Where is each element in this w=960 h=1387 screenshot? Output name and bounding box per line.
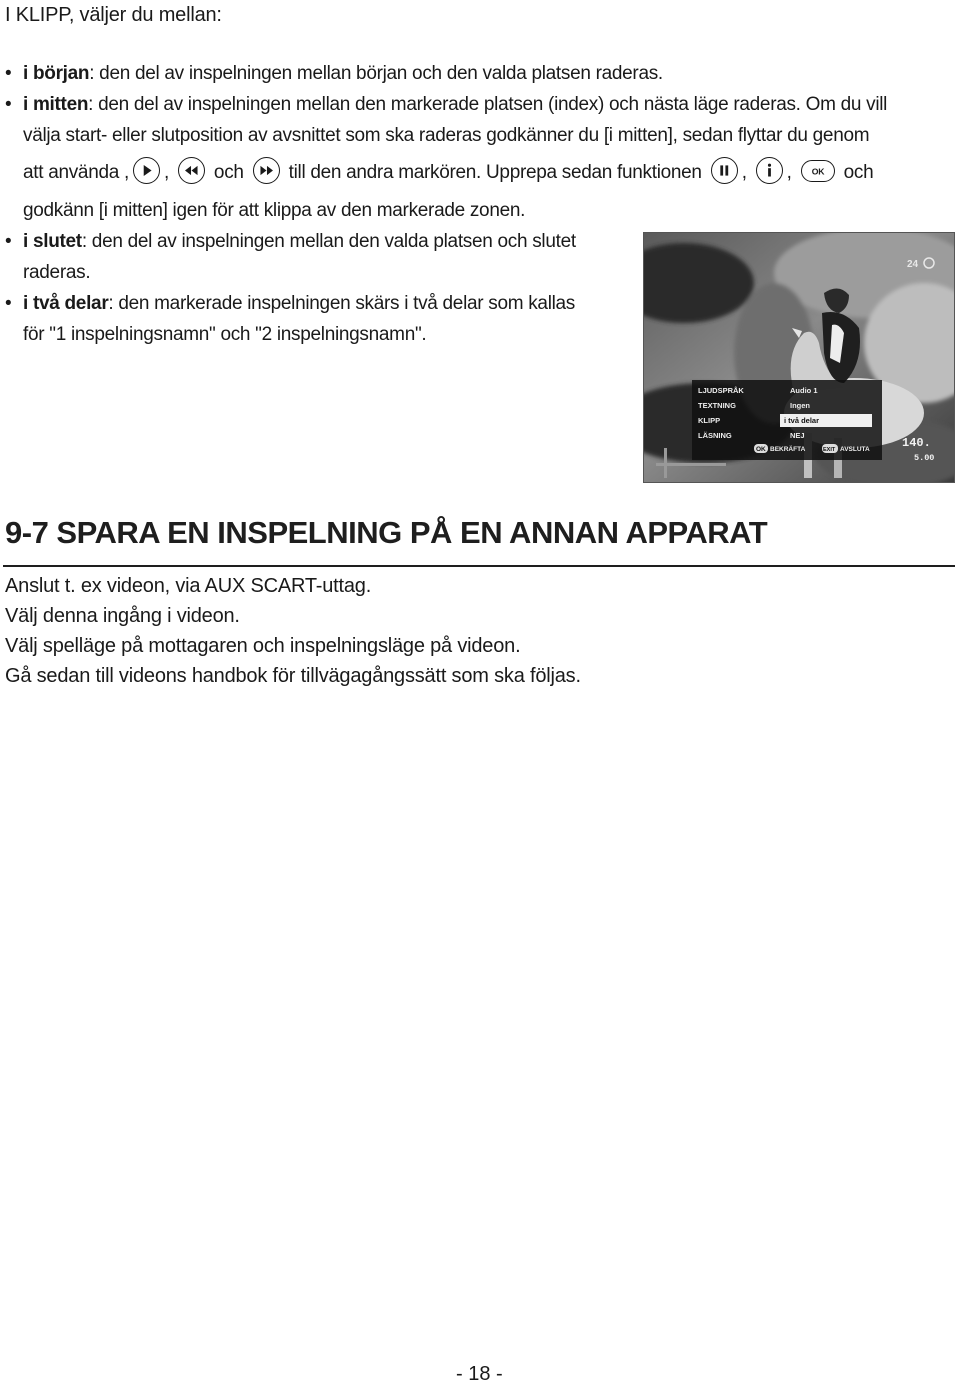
text-mitten-line3e: , [741,162,747,183]
text-mitten-line2: välja start- eller slutposition av avsnittet som ska raderas godkänner du [i mitten], sedan flyttar du genom [23,125,870,146]
text-mitten-line3a: att använda , [23,162,129,183]
term-tva-delar: i två delar [23,293,109,314]
text-mitten-line4: godkänn [i mitten] igen för att klippa av den markerade zonen. [23,200,526,221]
tv-screenshot [643,232,955,483]
text-borjan: : den del av inspelningen mellan början och den valda platsen raderas. [89,63,663,84]
channel-number: 24 [907,259,919,270]
text-mitten-line3c: och [213,162,244,183]
menu-label-textning: TEXTNING [698,401,736,410]
bullet-borjan [5,58,955,89]
info-icon [756,157,783,184]
fast-forward-icon [253,157,280,184]
intro-text: I KLIPP, väljer du mellan: [5,4,222,26]
term-mitten: i mitten [23,94,89,115]
term-slutet: i slutet [23,231,82,252]
text-mitten-line3g: och [843,162,874,183]
play-icon [133,157,160,184]
section-heading: 9-7 SPARA EN INSPELNING PÅ EN ANNAN APPARAT [5,515,768,550]
paragraph-1: Anslut t. ex videon, via AUX SCART-uttag. [5,575,372,597]
paragraph-3: Välj spelläge på mottagaren och inspelningsläge på videon. [5,635,521,657]
text-tva-line2: för "1 inspelningsnamn" och "2 inspelningsnamn". [23,324,427,345]
menu-value-klipp: i två delar [784,416,820,425]
text-mitten-line3b: , [163,162,169,183]
paragraph-4: Gå sedan till videons handbok för tillvägagångssätt som ska följas. [5,665,581,687]
text-mitten-line3f: , [786,162,792,183]
bullet-dot: • [5,293,12,314]
term-borjan: i början [23,63,90,84]
section-divider [3,565,955,567]
menu-ok-text: BEKRÄFTA [770,446,806,453]
text-mitten-line3d: till den andra markören. Upprepa sedan funktionen [288,162,702,183]
page-number: - 18 - [456,1363,503,1385]
bullet-dot: • [5,63,12,84]
bullet-dot: • [5,231,12,252]
menu-exit-key: EXIT [823,447,836,453]
rewind-icon [178,157,205,184]
menu-label-klipp: KLIPP [698,416,721,425]
menu-exit-text: AVSLUTA [840,446,870,453]
timer-main: 140. [902,436,931,450]
text-mitten-line1: : den del av inspelningen mellan den markerade platsen (index) och nästa läge raderas. Om du vill [88,94,888,115]
text-slutet-line2: raderas. [23,262,91,283]
ok-icon [801,160,835,182]
menu-value-lasning: NEJ [790,431,805,440]
paragraph-2: Välj denna ingång i videon. [5,605,240,627]
text-slutet-line1: : den del av inspelningen mellan den valda platsen och slutet [81,231,576,252]
menu-value-ljudsprak: Audio 1 [790,386,818,395]
menu-value-textning: Ingen [790,401,810,410]
menu-label-ljudsprak: LJUDSPRÅK [698,386,744,395]
pause-icon [711,157,738,184]
bullet-dot: • [5,94,12,115]
text-tva-line1: : den markerade inspelningen skärs i två delar som kallas [108,293,576,314]
tv-screenshot-image [644,233,955,483]
timer-sub: 5.00 [914,453,935,463]
menu-ok-key: OK [756,446,766,453]
ok-icon-label: OK [811,166,824,177]
bullet-mitten [5,89,955,226]
menu-label-lasning: LÄSNING [698,431,732,440]
